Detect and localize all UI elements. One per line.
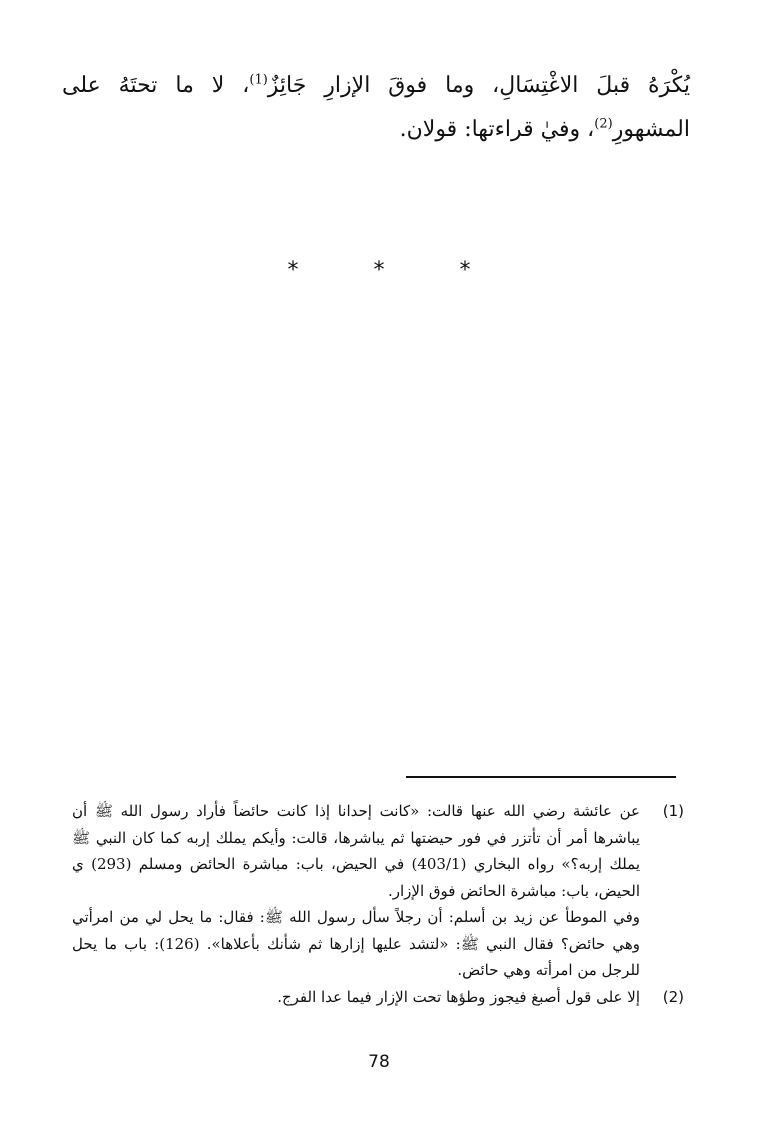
footnote-paragraph: وفي الموطأ عن زيد بن أسلم: أن رجلاً سأل رسول الله ﷺ: فقال: ما يحل لي من امرأتي وهي حائض؟ فقال النبي ﷺ: «لتشد عليها إزارها ثم شأنك بأعلاها». (126): باب ما يحل للرجل من امرأته وهي حائض. xyxy=(72,908,640,979)
footnote-body xyxy=(72,798,640,984)
main-text-part-3: ، وفيٰ قراءتها: قولان. xyxy=(399,117,595,142)
footnote-1 xyxy=(72,798,684,984)
footnote-paragraph: عن عائشة رضي الله عنها قالت: «كانت إحدانا إذا كانت حائضاً فأراد رسول الله ﷺ أن يباشرها أمر أن تأتزر في فور حيضتها ثم يباشرها، قالت: وأيكم يملك إربه كما كان النبي ﷺ يملك إربه؟» رواه البخاري (403/1) في الحيض، باب: مباشرة الحائض ومسلم (293) ي الحيض، باب: مباشرة الحائض فوق الإزار. xyxy=(72,802,640,900)
main-text-part-1: يُكْرَهُ قبلَ الاغْتِسَالِ، وما فوقَ الإزارِ جَائِزٌ xyxy=(267,73,690,98)
footnote-ref-1[interactable]: (1) xyxy=(249,72,268,88)
page-number: 78 xyxy=(368,1052,390,1072)
main-text-part-2: ، لا ما تحتَهُ على المشهورِ xyxy=(62,73,690,142)
footnote-2 xyxy=(72,984,684,1011)
footnotes xyxy=(72,798,684,1010)
main-text xyxy=(62,64,690,152)
footnote-divider xyxy=(406,776,676,778)
footnote-paragraph: إلا على قول أصبغ فيجوز وطؤها تحت الإزار فيما عدا الفرج. xyxy=(277,987,640,1006)
footnote-ref-2[interactable]: (2) xyxy=(594,116,613,132)
footnote-body xyxy=(72,984,640,1011)
section-separator: * * * xyxy=(287,258,505,283)
footnote-number: (2) xyxy=(662,987,684,1006)
footnote-number: (1) xyxy=(662,802,684,820)
